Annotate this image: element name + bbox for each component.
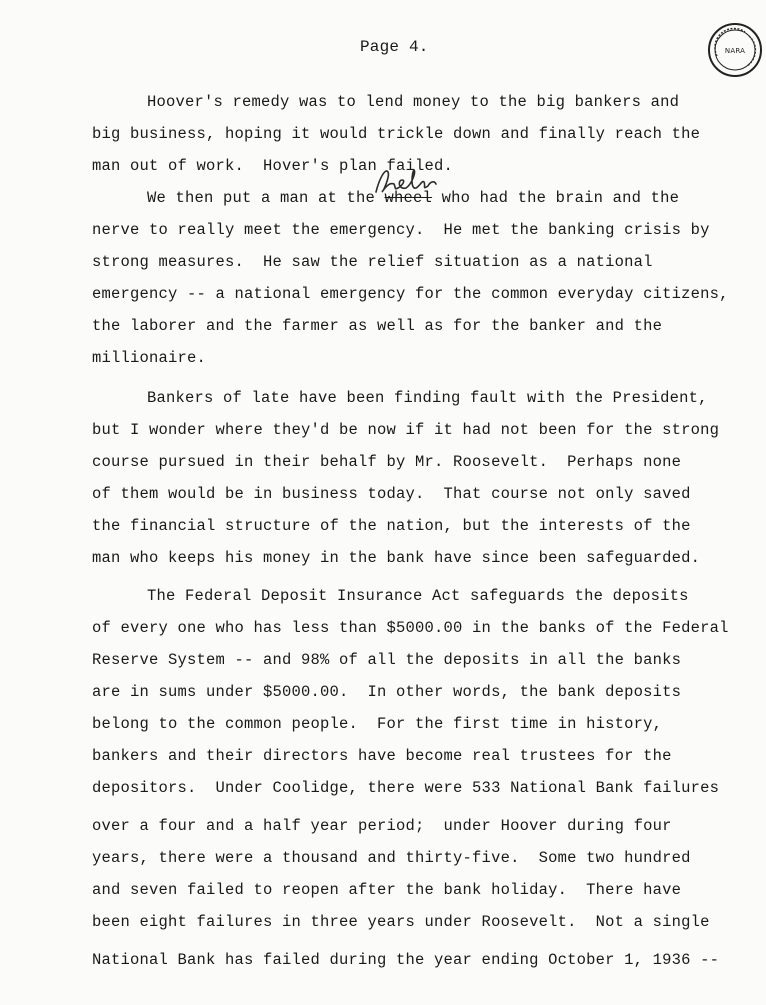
text-line: strong measures. He saw the relief situation as a national: [92, 253, 653, 271]
text-line: bankers and their directors have become real trustees for the: [92, 747, 672, 765]
text-line: man who keeps his money in the bank have since been safeguarded.: [92, 549, 701, 567]
text-line: depositors. Under Coolidge, there were 533 National Bank failures: [92, 779, 720, 797]
truman-library-stamp: [707, 22, 763, 78]
struck-word: wheel: [384, 189, 433, 207]
page-header: Page 4.: [360, 38, 429, 56]
text-line: belong to the common people. For the first time in history,: [92, 715, 663, 733]
text-line: The Federal Deposit Insurance Act safeguards the deposits: [147, 587, 689, 605]
text-line: Hoover's remedy was to lend money to the big bankers and: [147, 93, 680, 111]
text-line: years, there were a thousand and thirty-five. Some two hundred: [92, 849, 691, 867]
text-line: Bankers of late have been finding fault with the President,: [147, 389, 708, 407]
text-line: over a four and a half year period; under Hoover during four: [92, 817, 672, 835]
text-line: Reserve System -- and 98% of all the deposits in all the banks: [92, 651, 682, 669]
text-line: nerve to really meet the emergency. He met the banking crisis by: [92, 221, 710, 239]
text-line: the financial structure of the nation, but the interests of the: [92, 517, 691, 535]
text-span: who had the brain and the: [432, 189, 680, 207]
text-line: the laborer and the farmer as well as for the banker and the: [92, 317, 663, 335]
text-line: but I wonder where they'd be now if it had not been for the strong: [92, 421, 720, 439]
text-line: emergency -- a national emergency for the common everyday citizens,: [92, 285, 729, 303]
handwritten-edit-helm: [372, 166, 442, 196]
stamp-label: NARA: [724, 47, 746, 55]
text-line: big business, hoping it would trickle down and finally reach the: [92, 125, 701, 143]
text-line: National Bank has failed during the year ending October 1, 1936 --: [92, 951, 720, 969]
text-line: are in sums under $5000.00. In other words, the bank deposits: [92, 683, 682, 701]
text-line: course pursued in their behalf by Mr. Roosevelt. Perhaps none: [92, 453, 682, 471]
text-line: man out of work. Hover's plan failed.: [92, 157, 454, 175]
text-line: and seven failed to reopen after the bank holiday. There have: [92, 881, 682, 899]
text-line: millionaire.: [92, 349, 207, 367]
text-line: been eight failures in three years under Roosevelt. Not a single: [92, 913, 710, 931]
text-span: We then put a man at the: [147, 189, 385, 207]
text-line: of every one who has less than $5000.00 in the banks of the Federal: [92, 619, 729, 637]
text-line: of them would be in business today. That course not only saved: [92, 485, 691, 503]
